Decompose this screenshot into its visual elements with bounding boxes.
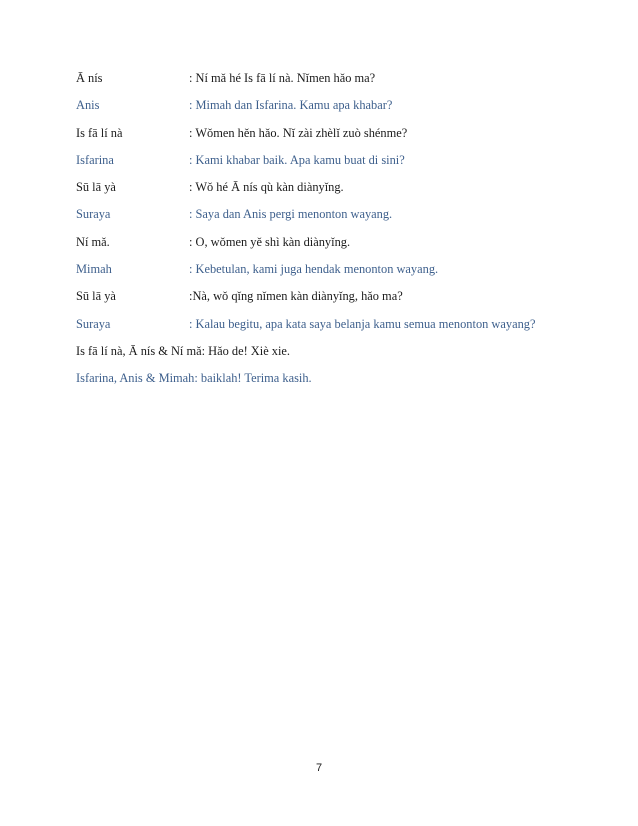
dialogue-line (76, 316, 596, 343)
speaker-name: Ní mǎ. (76, 234, 110, 249)
speech-text: : Kebetulan, kami juga hendak menonton wayang. (189, 262, 439, 277)
speaker-name: Sū lā yà (76, 180, 116, 195)
speaker-name: Mimah (76, 262, 112, 277)
speech-text: : Saya dan Anis pergi menonton wayang. (189, 207, 393, 222)
closing-line (76, 370, 596, 397)
speech-text: :Nà, wǒ qǐng nǐmen kàn diànyǐng, hǎo ma? (189, 289, 403, 304)
dialogue-line (76, 97, 596, 124)
dialogue-line (76, 288, 596, 315)
speech-text: : Mimah dan Isfarina. Kamu apa khabar? (189, 98, 393, 113)
closing-text: Isfarina, Anis & Mimah: baiklah! Terima kasih. (76, 371, 312, 386)
speech-text: : Kalau begitu, apa kata saya belanja kamu semua menonton wayang? (189, 316, 536, 331)
page-number: 7 (315, 762, 323, 774)
closing-line (76, 343, 596, 370)
dialogue-line (76, 152, 596, 179)
dialogue-line (76, 70, 596, 97)
dialogue-line (76, 179, 596, 206)
speaker-name: Isfarina (76, 152, 114, 167)
dialogue-line (76, 125, 596, 152)
dialogue-line (76, 206, 596, 233)
speaker-name: Ā nís (76, 71, 103, 85)
speaker-name: Suraya (76, 207, 111, 222)
speech-text: : Wǒmen hěn hǎo. Nǐ zài zhèlǐ zuò shénme? (189, 125, 408, 140)
speaker-name: Suraya (76, 316, 111, 331)
speech-text: : Kami khabar baik. Apa kamu buat di sini? (189, 152, 405, 167)
dialogue-line (76, 261, 596, 288)
closing-text: Is fā lí nà, Ā nís & Ní mǎ: Hǎo de! Xiè xie. (76, 343, 291, 358)
speaker-name: Sū lā yà (76, 289, 116, 304)
speech-text: : Wǒ hé Ā nís qù kàn diànyǐng. (189, 180, 344, 195)
dialogue-line (76, 234, 596, 261)
speaker-name: Anis (76, 98, 100, 113)
speaker-name: Is fā lí nà (76, 125, 123, 140)
speech-text: : Ní mǎ hé Is fā lí nà. Nǐmen hǎo ma? (189, 71, 376, 85)
dialogue (76, 70, 596, 398)
speech-text: : O, wǒmen yě shì kàn diànyǐng. (189, 234, 351, 249)
